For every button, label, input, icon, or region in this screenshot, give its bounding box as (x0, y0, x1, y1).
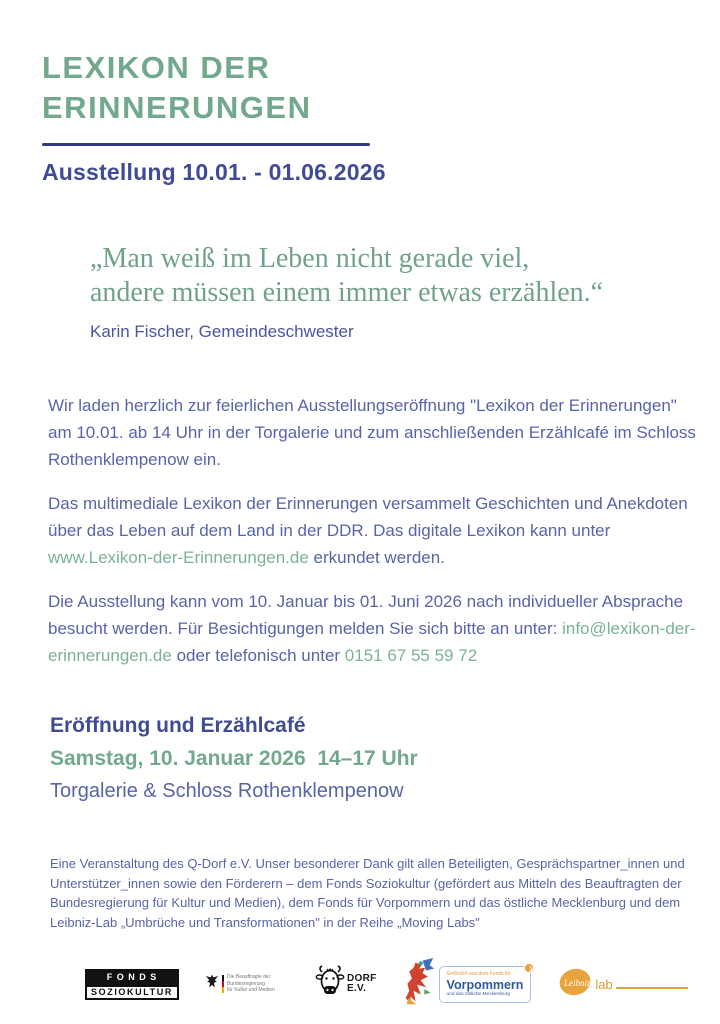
bkm-logo-text (227, 974, 289, 994)
paragraph-visiting (48, 588, 700, 669)
bkm-logo-text-line1: Die Beauftragte der Bundesregierung (227, 974, 271, 987)
german-flag-bar-icon (222, 975, 224, 993)
phone-number[interactable]: 0151 67 55 59 72 (344, 646, 478, 665)
page-title (42, 48, 720, 128)
leibniz-script-text: Leibniz (564, 977, 591, 988)
vorpommern-logo-sub-text: und das östliche Mecklenburg (446, 991, 510, 997)
email-link[interactable]: info@lexikon-der-erinnerungen.de (48, 619, 696, 665)
title-underline (42, 143, 370, 146)
vorpommern-fonds-logo (403, 957, 532, 1012)
exhibition-dates: Ausstellung 10.01. - 01.06.2026 (42, 159, 386, 185)
vorpommern-logo-box (439, 966, 532, 1003)
page-title-line1: LEXIKON DER (42, 50, 271, 85)
flyer-page (0, 48, 720, 1024)
quote-line1: „Man weiß im Leben nicht gerade viel, (90, 243, 530, 274)
fonds-soziokultur-logo (85, 969, 179, 1000)
quote-attribution: Karin Fischer, Gemeindeschwester (90, 322, 354, 341)
cow-head-icon (315, 965, 345, 1004)
page-title-line2: ERINNERUNGEN (42, 90, 312, 125)
quote (90, 242, 720, 310)
bkm-logo (205, 974, 289, 994)
federal-eagle-icon (205, 974, 219, 994)
dorf-logo-text-line2: E.V. (347, 983, 367, 994)
leibniz-blob-icon (557, 966, 593, 1003)
fonds-logo-top: F O N D S (85, 969, 179, 985)
paragraph-visiting-text: Die Ausstellung kann vom 10. Januar bis 01. Juni 2026 nach individueller Absprache besucht werden. Für Besichtigungen melden Sie sich bitte an unter: (48, 592, 684, 638)
fonds-logo-bottom: SOZIOKULTUR (85, 985, 179, 1000)
event-datetime: Samstag, 10. Januar 2026 14–17 Uhr (50, 747, 418, 770)
griffin-icon (403, 957, 435, 1012)
leibniz-lab-logo (557, 966, 687, 1003)
paragraph-visiting-mid: oder telefonisch unter (176, 646, 341, 665)
paragraph-lexikon (48, 490, 700, 571)
vorpommern-logo-main-text: Vorpommern (446, 977, 524, 992)
bkm-logo-text-line2: für Kultur und Medien (227, 987, 275, 994)
paragraph-invitation: Wir laden herzlich zur feierlichen Ausstellungseröffnung "Lexikon der Erinnerungen" am 10.01. ab 14 Uhr in der Torgalerie und zum anschließenden Erzählcafé im Schloss Rothenklempenow ein. (48, 396, 696, 469)
leibniz-underline (616, 987, 688, 989)
dorf-logo-text (347, 974, 377, 994)
dorf-logo-text-line1: DORF (347, 973, 377, 984)
leibniz-lab-text: lab (595, 976, 613, 992)
vorpommern-badge-icon (524, 963, 534, 973)
paragraph-lexikon-text: Das multimediale Lexikon der Erinnerungen versammelt Geschichten und Anekdoten über das Leben auf dem Land in der DDR. Das digitale Lexikon kann unter (48, 494, 688, 540)
credits-text: Eine Veranstaltung des Q-Dorf e.V. Unser besonderer Dank gilt allen Beteiligten, Gesprächspartner_innen und Unterstützer_innen sowie den Förderern – dem Fonds Soziokultur (gefördert aus Mitteln des Beauftragten der Bundesregierung für Kultur und Medien), dem Fonds für Vorpommern und das östliche Mecklenburg und dem Leibniz-Lab „Umbrüche und Transformationen" in der Reihe „Moving Labs" (50, 856, 685, 930)
event-block (50, 709, 720, 808)
event-location: Torgalerie & Schloss Rothenklempenow (50, 780, 404, 802)
vorpommern-logo-small-text: Gefördert aus dem Fonds für (446, 970, 511, 977)
sponsor-logo-row (85, 956, 720, 1012)
event-title: Eröffnung und Erzählcafé (50, 714, 306, 737)
body-copy (48, 392, 700, 669)
paragraph-lexikon-tail: erkundet werden. (313, 548, 445, 567)
website-link[interactable]: www.Lexikon-der-Erinnerungen.de (48, 548, 309, 567)
quote-line2: andere müssen einem immer etwas erzählen.“ (90, 277, 604, 308)
dorf-ev-logo (315, 965, 377, 1004)
